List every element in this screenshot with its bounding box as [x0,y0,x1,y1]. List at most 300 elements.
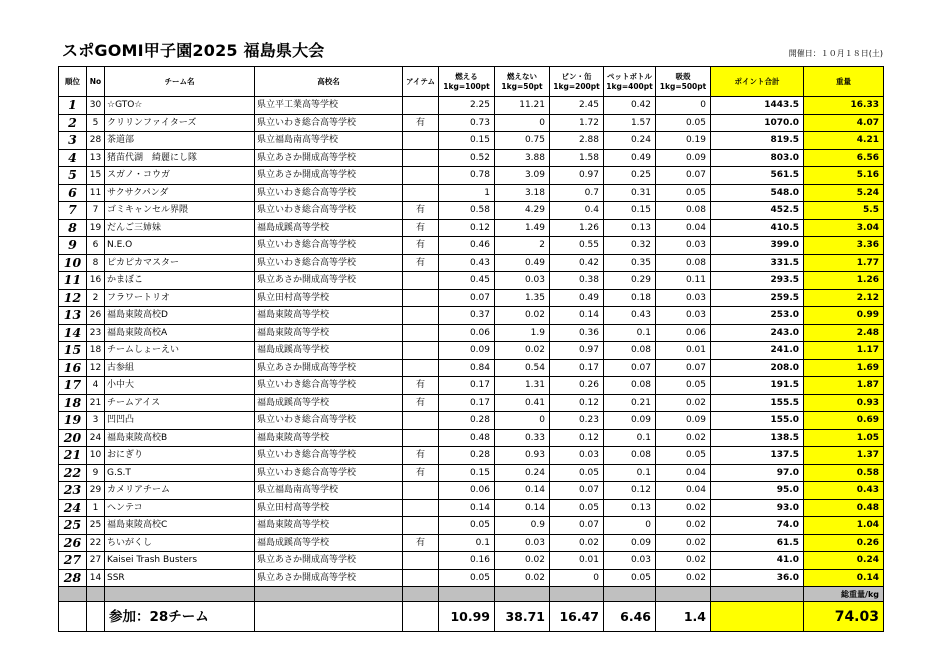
col-rank: 順位 [59,67,87,97]
table-row [59,307,884,325]
no-cell: 24 [87,429,105,447]
table-row [59,412,884,430]
cigarette-butts-cell: 0.07 [656,167,711,185]
rank-cell: 16 [59,359,87,377]
team-name-cell: おにぎり [105,447,255,465]
pet-bottles-cell: 0.1 [604,324,656,342]
burnable-cell: 0.05 [439,517,495,535]
cigarette-butts-cell: 0.19 [656,132,711,150]
school-name-cell: 県立いわき総合高等学校 [255,447,403,465]
bottles-cans-cell: 0 [550,569,604,587]
pet-bottles-cell: 0.35 [604,254,656,272]
table-row [59,237,884,255]
school-name-cell: 県立田村高等学校 [255,499,403,517]
table-row [59,517,884,535]
pet-bottles-cell: 0.1 [604,464,656,482]
table-row [59,254,884,272]
bottles-cans-cell: 0.4 [550,202,604,220]
table-row [59,482,884,500]
cigarette-butts-cell: 0.05 [656,184,711,202]
bottles-cans-cell: 1.72 [550,114,604,132]
burnable-cell: 0.58 [439,202,495,220]
points-total-cell: 331.5 [711,254,804,272]
cigarette-butts-cell: 0.04 [656,464,711,482]
team-name-cell: 古参組 [105,359,255,377]
nonburnable-cell: 0.14 [495,482,550,500]
weight-cell: 1.37 [804,447,884,465]
pet-bottles-cell: 0.07 [604,359,656,377]
nonburnable-cell: 0.02 [495,307,550,325]
table-row [59,534,884,552]
team-name-cell: N.E.O [105,237,255,255]
table-row [59,359,884,377]
weight-cell: 0.58 [804,464,884,482]
pet-bottles-cell: 0.18 [604,289,656,307]
pet-bottles-cell: 0.05 [604,569,656,587]
points-total-cell: 548.0 [711,184,804,202]
school-name-cell: 県立いわき総合高等学校 [255,114,403,132]
bottles-cans-cell: 0.55 [550,237,604,255]
team-name-cell: だんご三姉妹 [105,219,255,237]
summary-row [59,602,884,632]
item-cell: 有 [403,394,439,412]
col-nonburnable: 燃えない 1kg=50pt [495,67,550,97]
bottles-cans-cell: 0.17 [550,359,604,377]
table-row [59,569,884,587]
table-row [59,97,884,115]
pet-bottles-cell: 0.32 [604,237,656,255]
item-cell: 有 [403,202,439,220]
nonburnable-cell: 1.49 [495,219,550,237]
school-name-cell: 県立いわき総合高等学校 [255,464,403,482]
no-cell: 29 [87,482,105,500]
no-cell: 11 [87,184,105,202]
weight-cell: 5.24 [804,184,884,202]
no-cell: 27 [87,552,105,570]
item-cell [403,342,439,360]
points-total-cell: 399.0 [711,237,804,255]
item-cell [403,132,439,150]
pet-bottles-cell: 0.08 [604,377,656,395]
team-name-cell: SSR [105,569,255,587]
nonburnable-cell: 0.03 [495,272,550,290]
team-name-cell: ヘンテコ [105,499,255,517]
no-cell: 5 [87,114,105,132]
col-burnable: 燃える 1kg=100pt [439,67,495,97]
pet-bottles-cell: 0.1 [604,429,656,447]
no-cell: 23 [87,324,105,342]
no-cell: 12 [87,359,105,377]
rank-cell: 9 [59,237,87,255]
burnable-cell: 0.09 [439,342,495,360]
cigarette-butts-cell: 0.02 [656,394,711,412]
weight-cell: 0.93 [804,394,884,412]
weight-cell: 0.43 [804,482,884,500]
bottles-cans-cell: 0.97 [550,167,604,185]
col-bottles-cans: ビン・缶 1kg=200pt [550,67,604,97]
cigarette-butts-cell: 0.08 [656,202,711,220]
nonburnable-cell: 0.03 [495,534,550,552]
item-cell: 有 [403,464,439,482]
points-total-cell: 137.5 [711,447,804,465]
no-cell: 14 [87,569,105,587]
table-row [59,464,884,482]
nonburnable-cell: 0.75 [495,132,550,150]
weight-cell: 1.05 [804,429,884,447]
rank-cell: 10 [59,254,87,272]
cigarette-butts-cell: 0.06 [656,324,711,342]
team-name-cell: ☆GTO☆ [105,97,255,115]
nonburnable-cell: 0 [495,114,550,132]
school-name-cell: 福島東陵高等学校 [255,517,403,535]
bottles-cans-cell: 0.26 [550,377,604,395]
pet-bottles-cell: 0.15 [604,202,656,220]
pet-bottles-cell: 0.24 [604,132,656,150]
bottles-cans-cell: 0.07 [550,482,604,500]
table-row [59,272,884,290]
table-row [59,324,884,342]
cigarette-butts-cell: 0.11 [656,272,711,290]
team-name-cell: 福島東陵高校D [105,307,255,325]
table-row [59,132,884,150]
burnable-cell: 1 [439,184,495,202]
school-name-cell: 県立あさか開成高等学校 [255,359,403,377]
school-name-cell: 福島東陵高等学校 [255,324,403,342]
col-pet-bottles: ペットボトル 1kg=400pt [604,67,656,97]
no-cell: 25 [87,517,105,535]
sum-pet-bottles: 6.46 [604,602,656,632]
points-total-cell: 208.0 [711,359,804,377]
burnable-cell: 0.1 [439,534,495,552]
table-row [59,289,884,307]
pet-bottles-cell: 0.08 [604,447,656,465]
points-total-cell: 452.5 [711,202,804,220]
table-row [59,552,884,570]
points-total-cell: 93.0 [711,499,804,517]
bottles-cans-cell: 0.03 [550,447,604,465]
burnable-cell: 0.52 [439,149,495,167]
burnable-cell: 0.43 [439,254,495,272]
cigarette-butts-cell: 0.02 [656,429,711,447]
sum-burnable: 10.99 [439,602,495,632]
burnable-cell: 0.06 [439,324,495,342]
weight-cell: 5.16 [804,167,884,185]
rank-cell: 28 [59,569,87,587]
item-cell [403,569,439,587]
points-total-cell: 410.5 [711,219,804,237]
total-weight-label: 総重量/kg [804,587,884,602]
cigarette-butts-cell: 0.04 [656,482,711,500]
no-cell: 6 [87,237,105,255]
rank-cell: 18 [59,394,87,412]
weight-cell: 0.99 [804,307,884,325]
school-name-cell: 福島東陵高等学校 [255,429,403,447]
school-name-cell: 県立いわき総合高等学校 [255,237,403,255]
bottles-cans-cell: 0.38 [550,272,604,290]
team-name-cell: スガノ・コウガ [105,167,255,185]
weight-cell: 4.07 [804,114,884,132]
rank-cell: 4 [59,149,87,167]
no-cell: 30 [87,97,105,115]
item-cell [403,324,439,342]
col-cigarette-butts: 吸殻 1kg=500pt [656,67,711,97]
rank-cell: 6 [59,184,87,202]
cigarette-butts-cell: 0.02 [656,517,711,535]
nonburnable-cell: 3.88 [495,149,550,167]
table-row [59,342,884,360]
cigarette-butts-cell: 0.01 [656,342,711,360]
points-total-cell: 1443.5 [711,97,804,115]
pet-bottles-cell: 0.03 [604,552,656,570]
burnable-cell: 0.28 [439,447,495,465]
item-cell [403,517,439,535]
bottles-cans-cell: 0.02 [550,534,604,552]
bottles-cans-cell: 0.05 [550,464,604,482]
team-name-cell: 福島東陵高校B [105,429,255,447]
rank-cell: 12 [59,289,87,307]
item-cell [403,499,439,517]
burnable-cell: 0.12 [439,219,495,237]
nonburnable-cell: 0.54 [495,359,550,377]
school-name-cell: 県立福島南高等学校 [255,482,403,500]
school-name-cell: 県立いわき総合高等学校 [255,412,403,430]
nonburnable-cell: 3.09 [495,167,550,185]
bottles-cans-cell: 0.12 [550,429,604,447]
points-total-cell: 259.5 [711,289,804,307]
nonburnable-cell: 1.31 [495,377,550,395]
bottles-cans-cell: 0.36 [550,324,604,342]
points-total-cell: 155.0 [711,412,804,430]
rank-cell: 1 [59,97,87,115]
pet-bottles-cell: 0.21 [604,394,656,412]
item-cell: 有 [403,447,439,465]
bottles-cans-cell: 0.42 [550,254,604,272]
points-total-cell: 138.5 [711,429,804,447]
cigarette-butts-cell: 0.08 [656,254,711,272]
item-cell [403,272,439,290]
points-total-cell: 243.0 [711,324,804,342]
table-row [59,167,884,185]
pet-bottles-cell: 1.57 [604,114,656,132]
no-cell: 21 [87,394,105,412]
pet-bottles-cell: 0.29 [604,272,656,290]
burnable-cell: 0.07 [439,289,495,307]
team-name-cell: ちいがくし [105,534,255,552]
team-name-cell: チームアイス [105,394,255,412]
header-row [59,67,884,97]
total-weight-label-row [59,587,884,602]
points-total-cell: 191.5 [711,377,804,395]
burnable-cell: 0.37 [439,307,495,325]
team-name-cell: 福島東陵高校C [105,517,255,535]
rank-cell: 11 [59,272,87,290]
school-name-cell: 県立いわき総合高等学校 [255,254,403,272]
rank-cell: 20 [59,429,87,447]
weight-cell: 0.26 [804,534,884,552]
weight-cell: 1.26 [804,272,884,290]
team-name-cell: Kaisei Trash Busters [105,552,255,570]
nonburnable-cell: 4.29 [495,202,550,220]
table-row [59,114,884,132]
no-cell: 28 [87,132,105,150]
item-cell [403,184,439,202]
cigarette-butts-cell: 0 [656,97,711,115]
burnable-cell: 0.06 [439,482,495,500]
weight-cell: 5.5 [804,202,884,220]
col-school: 高校名 [255,67,403,97]
nonburnable-cell: 3.18 [495,184,550,202]
burnable-cell: 2.25 [439,97,495,115]
nonburnable-cell: 0.24 [495,464,550,482]
weight-cell: 2.48 [804,324,884,342]
cigarette-butts-cell: 0.02 [656,534,711,552]
bottles-cans-cell: 0.49 [550,289,604,307]
cigarette-butts-cell: 0.03 [656,237,711,255]
weight-cell: 1.69 [804,359,884,377]
rank-cell: 5 [59,167,87,185]
burnable-cell: 0.14 [439,499,495,517]
no-cell: 4 [87,377,105,395]
weight-cell: 4.21 [804,132,884,150]
team-name-cell: 凹凹凸 [105,412,255,430]
sum-total-weight: 74.03 [804,602,884,632]
event-date: 開催日：１０月１８日(土) [788,49,883,58]
cigarette-butts-cell: 0.09 [656,149,711,167]
pet-bottles-cell: 0.09 [604,534,656,552]
points-total-cell: 36.0 [711,569,804,587]
school-name-cell: 県立いわき総合高等学校 [255,184,403,202]
cigarette-butts-cell: 0.09 [656,412,711,430]
points-total-cell: 95.0 [711,482,804,500]
sum-cigarette-butts: 1.4 [656,602,711,632]
points-total-cell: 74.0 [711,517,804,535]
burnable-cell: 0.46 [439,237,495,255]
bottles-cans-cell: 0.01 [550,552,604,570]
weight-cell: 0.48 [804,499,884,517]
participant-count: 参加：28チーム [105,602,255,632]
school-name-cell: 県立いわき総合高等学校 [255,377,403,395]
nonburnable-cell: 0.41 [495,394,550,412]
item-cell [403,482,439,500]
points-total-cell: 819.5 [711,132,804,150]
rank-cell: 17 [59,377,87,395]
rank-cell: 21 [59,447,87,465]
burnable-cell: 0.45 [439,272,495,290]
weight-cell: 6.56 [804,149,884,167]
school-name-cell: 福島東陵高等学校 [255,307,403,325]
bottles-cans-cell: 2.45 [550,97,604,115]
nonburnable-cell: 0.02 [495,569,550,587]
school-name-cell: 福島成蹊高等学校 [255,342,403,360]
bottles-cans-cell: 0.97 [550,342,604,360]
no-cell: 22 [87,534,105,552]
pet-bottles-cell: 0.31 [604,184,656,202]
pet-bottles-cell: 0.49 [604,149,656,167]
table-row [59,499,884,517]
school-name-cell: 県立いわき総合高等学校 [255,202,403,220]
weight-cell: 1.04 [804,517,884,535]
item-cell: 有 [403,114,439,132]
nonburnable-cell: 0.14 [495,499,550,517]
cigarette-butts-cell: 0.05 [656,447,711,465]
nonburnable-cell: 0.93 [495,447,550,465]
school-name-cell: 県立平工業高等学校 [255,97,403,115]
team-name-cell: チームしょーえい [105,342,255,360]
cigarette-butts-cell: 0.04 [656,219,711,237]
burnable-cell: 0.15 [439,132,495,150]
item-cell: 有 [403,534,439,552]
item-cell [403,289,439,307]
item-cell [403,97,439,115]
school-name-cell: 福島成蹊高等学校 [255,394,403,412]
table-row [59,219,884,237]
team-name-cell: G.S.T [105,464,255,482]
cigarette-butts-cell: 0.02 [656,569,711,587]
item-cell [403,412,439,430]
no-cell: 16 [87,272,105,290]
weight-cell: 2.12 [804,289,884,307]
nonburnable-cell: 0.02 [495,342,550,360]
school-name-cell: 県立福島南高等学校 [255,132,403,150]
pet-bottles-cell: 0.13 [604,499,656,517]
burnable-cell: 0.48 [439,429,495,447]
burnable-cell: 0.73 [439,114,495,132]
bottles-cans-cell: 0.07 [550,517,604,535]
item-cell: 有 [403,237,439,255]
cigarette-butts-cell: 0.03 [656,289,711,307]
item-cell [403,307,439,325]
col-points-total: ポイント合計 [711,67,804,97]
table-row [59,377,884,395]
no-cell: 2 [87,289,105,307]
bottles-cans-cell: 0.7 [550,184,604,202]
rank-cell: 14 [59,324,87,342]
no-cell: 3 [87,412,105,430]
cigarette-butts-cell: 0.05 [656,114,711,132]
burnable-cell: 0.17 [439,377,495,395]
burnable-cell: 0.28 [439,412,495,430]
weight-cell: 0.14 [804,569,884,587]
rank-cell: 7 [59,202,87,220]
nonburnable-cell: 0 [495,412,550,430]
nonburnable-cell: 0.49 [495,254,550,272]
nonburnable-cell: 1.35 [495,289,550,307]
sum-nonburnable: 38.71 [495,602,550,632]
team-name-cell: カメリアチーム [105,482,255,500]
bottles-cans-cell: 0.23 [550,412,604,430]
points-total-cell: 561.5 [711,167,804,185]
nonburnable-cell: 0.02 [495,552,550,570]
team-name-cell: ゴミキャンセル界隈 [105,202,255,220]
school-name-cell: 県立あさか開成高等学校 [255,272,403,290]
pet-bottles-cell: 0.12 [604,482,656,500]
pet-bottles-cell: 0.08 [604,342,656,360]
table-row [59,447,884,465]
points-total-cell: 241.0 [711,342,804,360]
item-cell [403,167,439,185]
cigarette-butts-cell: 0.05 [656,377,711,395]
burnable-cell: 0.84 [439,359,495,377]
team-name-cell: 茶道部 [105,132,255,150]
school-name-cell: 県立あさか開成高等学校 [255,569,403,587]
burnable-cell: 0.17 [439,394,495,412]
points-total-cell: 97.0 [711,464,804,482]
item-cell: 有 [403,219,439,237]
item-cell: 有 [403,377,439,395]
no-cell: 26 [87,307,105,325]
team-name-cell: かまぼこ [105,272,255,290]
school-name-cell: 県立あさか開成高等学校 [255,149,403,167]
